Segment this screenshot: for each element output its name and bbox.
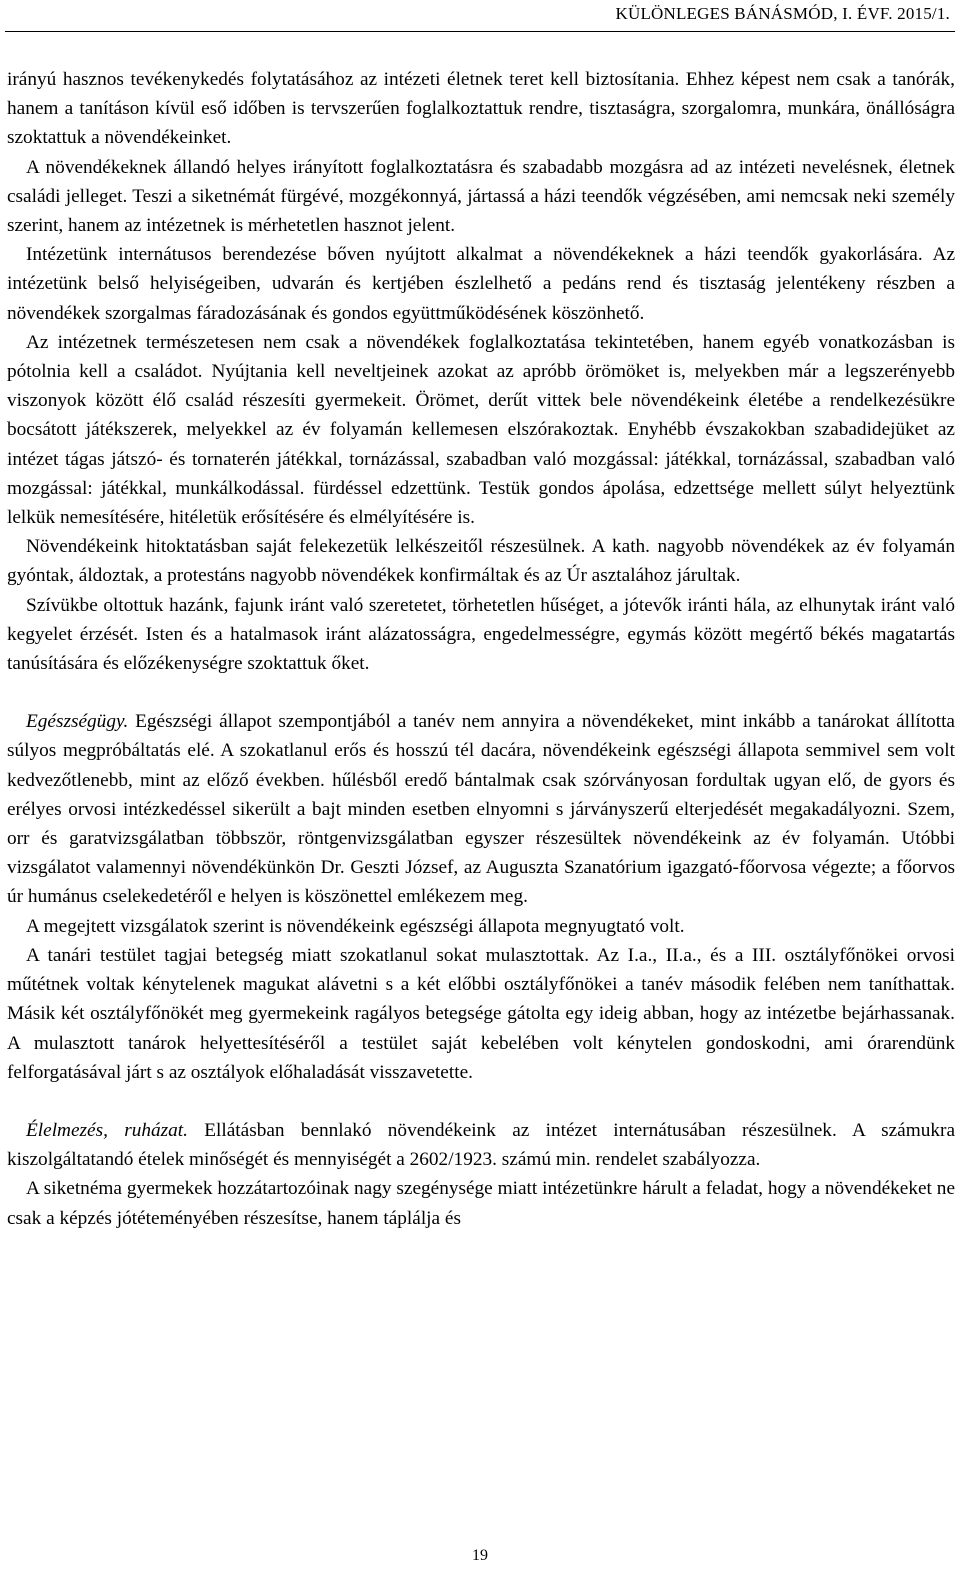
section-heading-nutrition: Élelmezés, ruházat.: [26, 1119, 188, 1141]
header-rule: [5, 31, 955, 32]
running-header: [615, 4, 950, 24]
journal-title: KÜLÖNLEGES BÁNÁSMÓD, I. ÉVF. 2015/1.: [615, 4, 950, 23]
paragraph-boarding: Intézetünk internátusos berendezése bőven nyújtott alkalmat a növendékeknek a házi teendők gyakorlására. Az intézetünk belső helyiségeiben, udvarán és kertjében észlelhető a pedáns rend és tisztaság jelentékeny részben a növendékek szorgalmas fáradozásának és gondos együttműködésének köszönhető.: [7, 244, 955, 324]
paragraph-continuation: irányú hasznos tevékenykedés folytatásához az intézeti életnek teret kell biztosítania. Ehhez képest nem csak a tanórák, hanem a tanításon kívül eső időben is tervszerűen foglalkoztattuk rendre, tisztaságra, szorgalomra, munkára, önállóságra szoktattuk a növendékeinket.: [7, 69, 955, 149]
paragraph-examination: A megejtett vizsgálatok szerint is növendékeink egészségi állapota megnyugtató volt.: [26, 915, 685, 937]
paragraph-nutrition-text: Ellátásban bennlakó növendékeink az intézet internátusában részesülnek. A számukra kiszolgáltatandó ételek minőségét és mennyiségét a 2602/1923. számú min. rendelet szabályozza.: [7, 1119, 955, 1171]
body-text: [7, 65, 955, 1233]
paragraph-nutrition: [7, 1116, 955, 1174]
section-heading-health: Egészségügy.: [26, 711, 129, 733]
paragraph-employment: A növendékeknek állandó helyes irányított foglalkoztatásra és szabadabb mozgásra ad az intézeti nevelésnek, életnek családi jelleget. Teszi a siketnémát fürgévé, mozgékonnyá, jártassá a házi teendők végzésében, ami nemcsak neki személy szerint, hanem az intézetnek is mérhetetlen hasznot jelent.: [7, 156, 955, 237]
paragraph-patriotism: Szívükbe oltottuk hazánk, fajunk iránt való szeretetet, törhetetlen hűséget, a jótevők iránti hála, az elhunytak iránt való kegyelet érzését. Isten és a hatalmasok iránt alázatosságra, engedelmességre, egymás között megértő békés magatartás tanúsítására és előzékenységre szoktattuk őket.: [7, 594, 955, 675]
paragraph-health: [7, 707, 955, 911]
paragraph-religion: Növendékeink hitoktatásban saját felekezetük lelkészeitől részesülnek. A kath. nagyobb növendékek az év folyamán gyóntak, áldoztak, a protestáns nagyobb növendékek konfirmáltak és az Úr asztalához járultak.: [7, 536, 955, 587]
paragraph-poverty: A siketnéma gyermekek hozzátartozóinak nagy szegénysége miatt intézetünkre hárult a feladat, hogy a növendékeket ne csak a képzés jótéteményében részesítse, hanem táplálja és: [7, 1178, 955, 1229]
paragraph-staff-absence: A tanári testület tagjai betegség miatt szokatlanul sokat mulasztottak. Az I.a., II.a., és a III. osztályfőnökei orvosi műtétnek voltak kénytelenek magukat alávetni s a két előbbi osztályfőnökei a tanév második felében nem taníthattak. Másik két osztályfőnökét meg gyermekeink ragályos betegsége gátolta egy ideig abban, hogy az intézetbe bejárhassanak. A mulasztott tanárok helyettesítéséről a testület saját kebelében volt kénytelen gondoskodni, ami órarendünk felforgatásával járt s az osztályok előhaladását visszavetette.: [7, 944, 955, 1083]
page-number: 19: [472, 1547, 488, 1564]
paragraph-family-role: Az intézetnek természetesen nem csak a növendékek foglalkoztatása tekintetében, hanem egyéb vonatkozásban is pótolnia kell a családot. Nyújtania kell neveltjeinek azokat az apróbb örömöket is, melyekben már a legszerényebb viszonyok között élő család részesíti gyermekeit. Örömet, derűt vittek bele növendékeink életébe a rendelkezésükre bocsátott játékszerek, melyekkel az év folyamán kellemesen elszórakoztak. Enyhébb évszakokban szabadidejüket az intézet tágas játszó- és tornaterén játékkal, tornázással, szabadban való mozgással: játékkal, tornázással, szabadban való mozgással: játékkal, munkálkodással. fürdéssel edzettünk. Testük gondos ápolása, edzettsége mellett súlyt helyeztünk lelkük nemesítésére, hitéletük erősítésére és elmélyítésére is.: [7, 331, 955, 529]
paragraph-health-text: Egészségi állapot szempontjából a tanév nem annyira a növendékeket, mint inkább a tanárokat állította súlyos megpróbáltatás elé. A szokatlanul erős és hosszú tél dacára, növendékeink egészségi állapota semmivel sem volt kedvezőtlenebb, mint az előző években. hűlésből eredő bántalmak csak szórványosan fordultak ugyan elő, de gyors és erélyes orvosi intézkedéssel sikerült a bajt minden esetben elnyomni s járványszerű elterjedését megakadályozni. Szem, orr és garatvizsgálatban többször, röntgenvizsgálatban egyszer részesültek növendékeink az év folyamán. Utóbbi vizsgálatot valamennyi növendékünkön Dr. Geszti József, az Auguszta Szanatórium igazgató-főorvosa végezte; a főorvos úr humánus cselekedetéről e helyen is köszönettel emlékezem meg.: [7, 711, 955, 908]
